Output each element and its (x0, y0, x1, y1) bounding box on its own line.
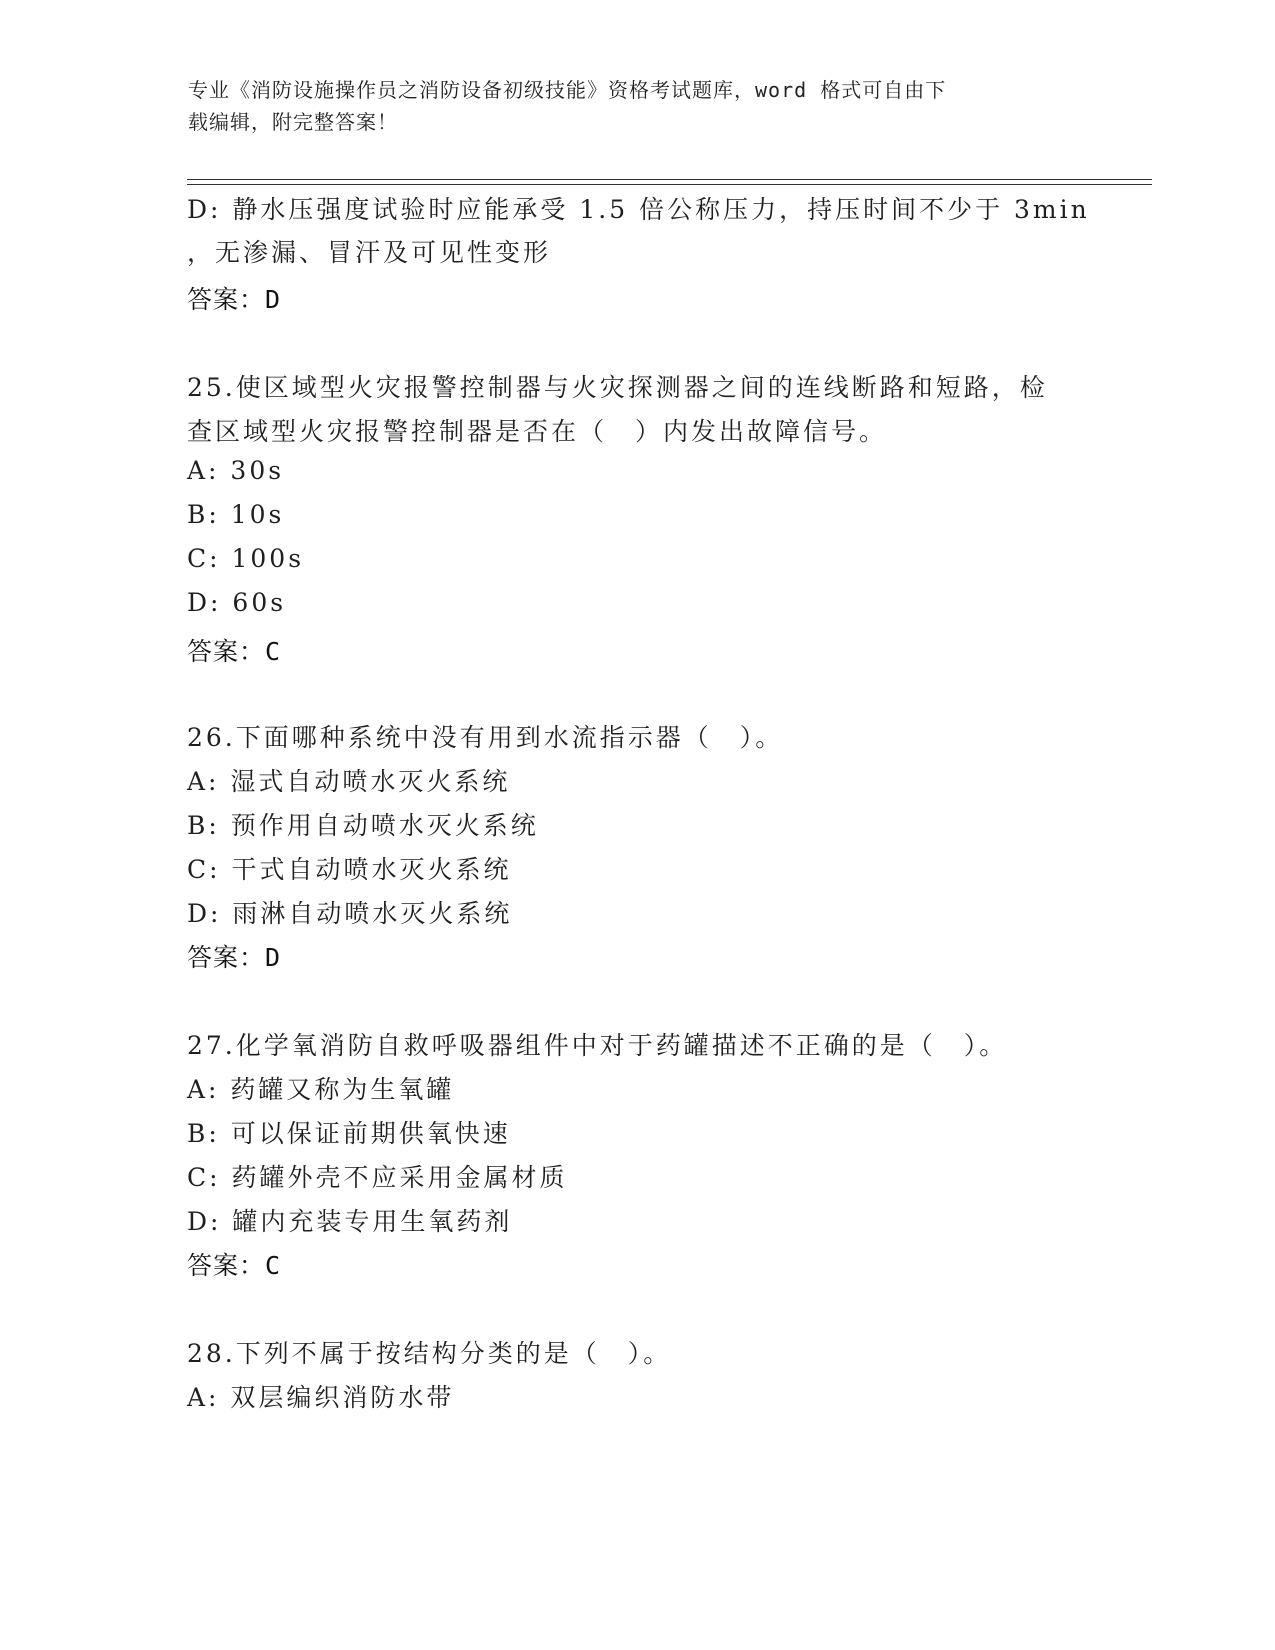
q24-option-d-line-2: ，无渗漏、冒汗及可见性变形 (187, 238, 552, 267)
q26-option-a: A: 湿式自动喷水灭火系统 (187, 767, 511, 796)
q24-answer: 答案：D (187, 285, 282, 314)
q25-option-c: C: 100s (187, 544, 305, 573)
q25-option-a: A: 30s (187, 456, 285, 485)
q25-stem-line-2: 查区域型火灾报警控制器是否在（ ）内发出故障信号。 (187, 417, 888, 446)
header-line-2: 载编辑，附完整答案！ (188, 110, 398, 134)
q24-option-d-line-1: D: 静水压强度试验时应能承受 1.5 倍公称压力，持压时间不少于 3min (187, 195, 1090, 224)
header-divider-bottom (187, 184, 1152, 185)
q27-option-b: B: 可以保证前期供氧快速 (187, 1119, 511, 1148)
q25-stem-line-1: 25.使区域型火灾报警控制器与火灾探测器之间的连线断路和短路，检 (187, 373, 1048, 402)
q26-option-b: B: 预作用自动喷水灭火系统 (187, 811, 539, 840)
q27-answer: 答案：C (187, 1251, 282, 1280)
q26-option-d: D: 雨淋自动喷水灭火系统 (187, 899, 513, 928)
q27-option-d: D: 罐内充装专用生氧药剂 (187, 1207, 513, 1236)
document-header-note (188, 74, 1088, 138)
q26-stem: 26.下面哪种系统中没有用到水流指示器（ ）。 (187, 723, 784, 752)
q28-option-a: A: 双层编织消防水带 (187, 1383, 455, 1412)
q26-answer: 答案：D (187, 943, 282, 972)
q25-option-b: B: 10s (187, 500, 285, 529)
q25-answer: 答案：C (187, 637, 282, 666)
header-line-1: 专业《消防设施操作员之消防设备初级技能》资格考试题库，word 格式可自由下 (188, 78, 947, 102)
q27-option-c: C: 药罐外壳不应采用金属材质 (187, 1163, 568, 1192)
q28-stem: 28.下列不属于按结构分类的是（ ）。 (187, 1339, 672, 1368)
header-divider-top (187, 179, 1152, 180)
q25-option-d: D: 60s (187, 588, 287, 617)
q27-option-a: A: 药罐又称为生氧罐 (187, 1075, 455, 1104)
q26-option-c: C: 干式自动喷水灭火系统 (187, 855, 512, 884)
q27-stem: 27.化学氧消防自救呼吸器组件中对于药罐描述不正确的是（ ）。 (187, 1031, 1008, 1060)
